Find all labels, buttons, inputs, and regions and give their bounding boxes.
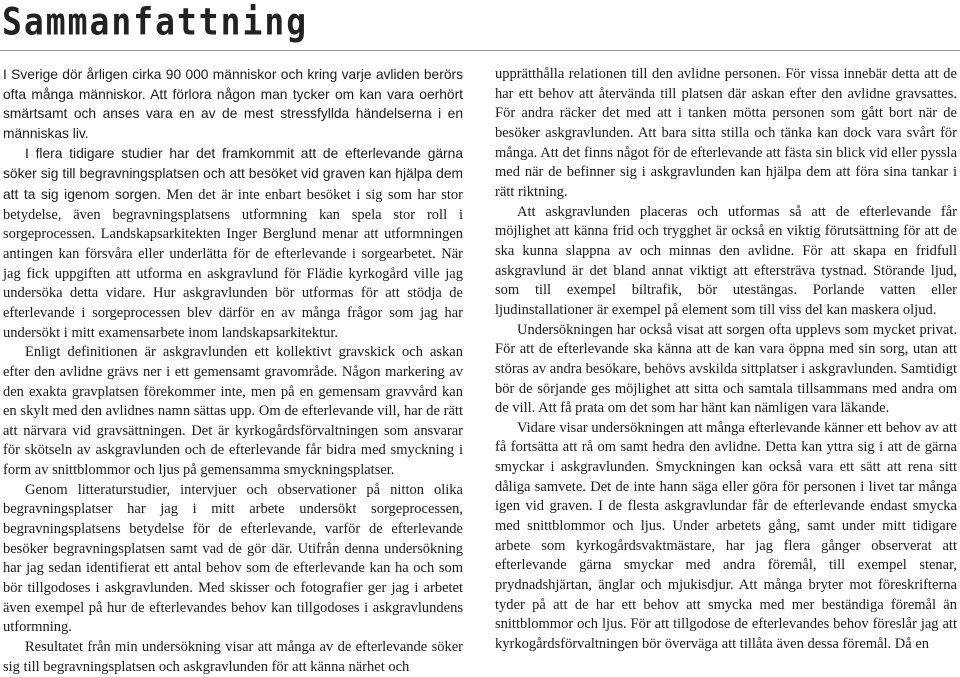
- title-divider: [0, 50, 960, 51]
- page-title: Sammanfattning: [2, 0, 309, 44]
- right-column: [495, 65, 957, 655]
- paragraph-sans-part: I flera tidigare studier har det framkommit att de efterlevande gärna söker sig till begravningsplatsen och att besöket vid graven kan hjälpa dem att ta sig igenom sorgen.: [3, 145, 463, 202]
- paragraph: [3, 144, 463, 344]
- paragraph: Vidare visar undersökningen att många efterlevande känner ett behov av att få fortsätta att rå om samt hedra den avlidne. Detta kan yttra sig i att de gärna smyckar i askgravlunden. Smyckningen kan också vara ett sätt att rena sitt dåliga samvete. Det de inte hann säga eller göra för personen i livet tar många igen vid graven. I de flesta askgravlundar får de efterlevande endast smycka med snittblommor och ljus. Under arbetets gång, samt under mitt tidigare arbete som kyrkogårdsvaktmästare, har jag flera gånger observerat att efterlevande gärna smyckar med andra föremål, till exempel stenar, prydnadshjärtan, änglar och mjukisdjur. Att många bryter mot föreskrifterna tyder på att de har ett behov att smycka med mer beständiga föremål än snittblommor och ljus. För att tillgodose de efterlevandes behov föreslår jag att kyrkogårdsförvaltningen bör överväga att tillåta även dessa föremål. Då en: [495, 419, 957, 653]
- paragraph: I Sverige dör årligen cirka 90 000 människor och kring varje avliden berörs ofta många människor. Att förlora någon man tycker om kan vara oerhört smärtsamt och anses vara en av de mest stressfyllda händelserna i en människas liv.: [3, 67, 463, 141]
- paragraph-serif-part: Men det är inte enbart besöket i sig som har stor betydelse, även begravningsplatsens utformning kan spela stor roll i sorgeprocessen. Landskapsarkitekten Inger Berglund menar att utformningen antingen kan försvåra eller underlätta för de efterlevande i sorgearbetet. När jag fick uppgiften att utforma en askgravlund för Flädie kyrkogård ville jag undersöka detta vidare. Hur askgravlunden bör utformas för att stödja de efterlevande i sorgeprocessen blev därför en av många frågor som jag har undersökt i mitt examensarbete inom landskapsarkitektur.: [3, 186, 463, 341]
- paragraph: Att askgravlunden placeras och utformas så att de efterlevande får möjlighet att känna frid och trygghet är också en viktig förutsättning för att de ska kunna slappna av och minnas den avlidne. För att skapa en fridfull askgravlund är det bland annat viktigt att eftersträva tystnad. Störande ljud, som till exempel biltrafik, bör utestängas. Porlande vatten eller ljudinstallationer är exempel på element som till viss del kan maskera oljud.: [495, 203, 957, 318]
- paragraph: upprätthålla relationen till den avlidne personen. För vissa innebär detta att de har ett behov att återvända till platsen där askan efter den avlidne gravsattes. För andra räcker det med att i tanken mötta personen som gått bort när de besöker askgravlunden. Att bara sitta stilla och tänka kan dock vara svårt för många. Att det finns något för de efterlevande att fästa sin blick vid eller pyssla med när de befinner sig i askgravlunden kan hjälpa dem att föra sina tankar i rätt riktning.: [495, 66, 957, 200]
- paragraph: Undersökningen har också visat att sorgen ofta upplevs som mycket privat. För att de efterlevande ska känna att de kan vara öppna med sin sorg, utan att störas av andra besökare, behövs avskilda sittplatser i askgravlunden. Samtidigt bör de sörjande ges möjlighet att sitta och samtala tillsammans med andra om de vill. Att få prata om det som har hänt kan nämligen vara läkande.: [495, 321, 957, 417]
- paragraph: Genom litteraturstudier, intervjuer och observationer på nitton olika begravningsplatser har jag i mitt arbete undersökt sorgeprocessen, begravningsplatsens betydelse för de efterlevande, varför de efterlevande besöker begravningsplatsen samt vad de gör där. Utifrån denna undersökning har jag sedan identifierat ett antal behov som de efterlevande kan ha och som bör tillgodoses i askgravlunden. Med skisser och fotografier ger jag i arbetet även exempel på hur de efterlevandes behov kan tillgodoses i askgravlundens utformning.: [3, 481, 463, 636]
- paragraph: Enligt definitionen är askgravlunden ett kollektivt gravskick och askan efter den avlidne grävs ner i ett gemensamt gravområde. Någon markering av den exakta gravplatsen förekommer inte, men på en gemensam gravvård kan en skylt med den avlidnes namn sättas upp. Om de efterlevande vill, har de rätt att närvara vid gravsättningen. Det är kyrkogårdsförvaltningen som ansvarar för skötseln av askgravlunden och de efterlevande får bidra med smyckning i form av snittblommor och ljus på gemensamma smyckningsplatser.: [3, 344, 463, 479]
- paragraph: Resultatet från min undersökning visar att många av de efterlevande söker sig till begravningsplatsen och askgravlunden för att känna närhet och: [3, 639, 463, 675]
- left-column: [3, 65, 463, 677]
